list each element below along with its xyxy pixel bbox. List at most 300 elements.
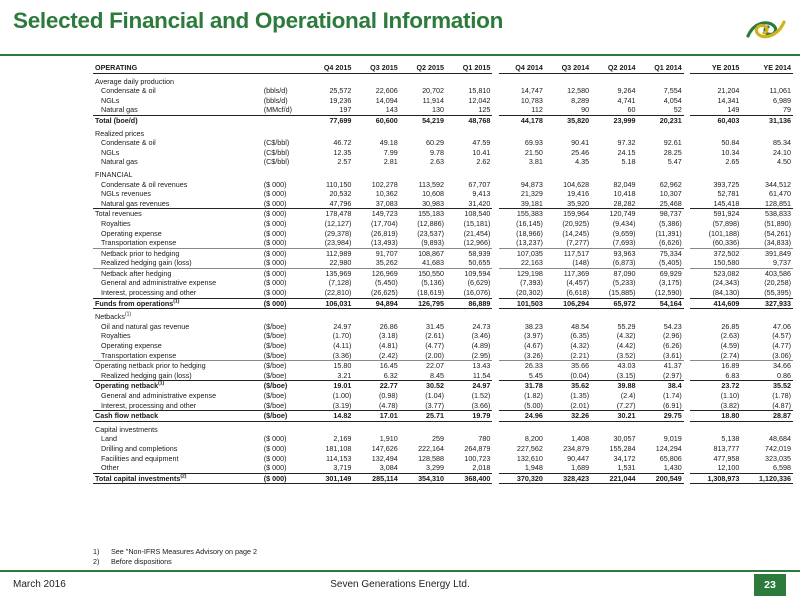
cell-value: (84,130) [712,288,740,298]
row-label-text: Other [101,463,119,473]
cell-value: 62,962 [659,179,682,189]
cell-value: (3.06) [772,350,791,360]
table-row [93,473,793,484]
cell-value [637,73,683,86]
row-label-text: NGLs revenues [101,189,151,199]
table-row [93,401,793,411]
footnote-marker: (2) [180,473,187,480]
cell-value: (57,898) [712,218,740,228]
table-row [93,268,793,278]
row-label-text: Royalties [101,218,131,228]
cell-value: (13,237) [516,238,543,248]
row-label-text: Natural gas [101,157,138,167]
row-label [93,229,258,239]
cell-value: (12,966) [463,238,491,248]
row-label-text: Royalties [101,331,131,341]
cell-value: (1.52) [471,391,491,400]
row-label [93,411,258,422]
table-row [93,298,793,309]
row-label-text: Transportation expense [101,238,177,248]
cell-value: (5.00) [524,400,543,410]
table-row [93,167,793,180]
cell-value: 90 [581,105,590,115]
header-divider [0,54,800,56]
cell-value: 21.50 [524,147,543,157]
cell-value: 2.62 [476,157,491,167]
cell-value: 30.21 [591,411,637,422]
cell-value: 19,416 [567,189,590,199]
cell-value: 86,889 [446,298,492,309]
cell-value: 52,781 [717,189,740,199]
cell-value: 221,044 [591,473,637,484]
cell-value: 8.45 [430,370,445,380]
cell-value: 403,586 [741,268,793,278]
cell-value: 108,867 [400,248,446,258]
cell-value [591,309,637,322]
cell-value: 24.96 [499,411,545,422]
row-label-text: FINANCIAL [95,169,133,179]
cell-value: 60.29 [426,138,445,148]
row-unit: ($/boe) [258,381,307,391]
cell-value: 50.84 [721,138,740,148]
cell-value [499,73,545,86]
table-row [93,73,793,86]
cell-value: 155,284 [609,443,636,453]
cell-value: (2.74) [720,350,740,360]
cell-value: (2.01) [570,400,590,410]
cell-value: (4.57) [772,331,791,341]
cell-value: 98,737 [637,209,683,219]
cell-value: 132,610 [516,453,543,463]
cell-value [446,126,492,139]
cell-value: 10,608 [422,189,445,199]
cell-value: 145,418 [713,198,740,208]
cell-value: (3.15) [616,370,636,380]
cell-value: 21,204 [717,86,740,96]
cell-value [591,421,637,434]
cell-value: 30,983 [422,198,445,208]
cell-value: 34.66 [741,361,793,371]
cell-value [741,421,793,434]
cell-value: 60,600 [353,115,399,125]
cell-value [499,421,545,434]
cell-value: (7.27) [616,400,636,410]
cell-value: (26,819) [370,228,398,238]
row-unit: ($ 000) [258,248,307,258]
cell-value: (6.26) [663,341,682,351]
cell-value: 10,418 [613,189,636,199]
row-label-text: Netback after hedging [101,268,172,278]
cell-value: (2.95) [471,350,491,360]
row-label-text: Natural gas [101,105,138,115]
cell-value: 35,820 [545,115,591,125]
cell-value [353,309,399,322]
cell-value: (29,378) [324,228,352,238]
cell-value: (148) [572,258,590,268]
cell-value: (4.11) [333,341,352,351]
row-label-text: Realized hedging gain (loss) [101,258,192,268]
row-label [93,331,258,341]
cell-value: 90,447 [567,453,590,463]
row-label [93,463,258,473]
column-header: YE 2015 [690,63,741,73]
cell-value: (3,175) [659,278,682,288]
cell-value: 125 [478,105,491,115]
cell-value [446,421,492,434]
cell-value: 1,408 [571,434,590,444]
cell-value: (54,261) [764,228,791,238]
cell-value: 109,594 [446,268,492,278]
cell-value: (6,629) [467,278,491,288]
column-header: Q4 2015 [307,63,353,73]
cell-value: 132,494 [371,453,398,463]
row-unit: (bbls/d) [263,86,288,96]
cell-value [307,126,353,139]
row-label-text: Netbacks [95,312,125,322]
row-unit: ($/boe) [258,361,307,371]
row-unit: ($ 000) [263,258,287,268]
cell-value: 106,294 [545,298,591,309]
cell-value: 155,183 [400,209,446,219]
cell-value: (3.18) [378,331,398,341]
cell-value: 13.43 [446,361,492,371]
cell-value [741,126,793,139]
cell-value: (2.63) [720,331,740,341]
row-label-text: Total revenues [95,209,142,219]
table-row [93,96,793,106]
row-label-text: Condensate & oil [101,86,156,96]
cell-value: (60,336) [712,238,740,248]
cell-value: (6,626) [659,238,682,248]
footnote-marker: (1) [158,381,165,388]
row-label [93,421,258,434]
cell-value [499,126,545,139]
cell-value: 91,707 [353,248,399,258]
cell-value: 591,924 [690,209,741,219]
cell-value: 10,362 [375,189,398,199]
cell-value: (21,454) [463,228,491,238]
row-unit [258,115,307,125]
cell-value: 16.45 [353,361,399,371]
cell-value: 1,948 [524,463,543,473]
row-label [93,278,258,288]
cell-value: 55.29 [617,321,636,331]
row-label [93,258,258,268]
cell-value: 264,879 [464,443,491,453]
row-unit: ($ 000) [263,218,287,228]
cell-value: 149 [727,105,740,115]
row-unit: ($/boe) [263,400,287,410]
cell-value: 39,181 [520,198,543,208]
cell-value: 20,702 [422,86,445,96]
cell-value: (4.77) [425,341,445,351]
table-row [93,148,793,158]
cell-value: 31,420 [468,198,491,208]
cell-value: 5.45 [528,370,543,380]
row-unit: ($ 000) [263,238,287,248]
cell-value: 15.80 [307,361,353,371]
cell-value: 285,114 [353,473,399,484]
row-label-text: Natural gas revenues [101,198,170,208]
cell-value: 393,725 [713,179,740,189]
cell-value: 49.18 [379,138,398,148]
cell-value [690,73,741,86]
cell-value: 112,989 [307,248,353,258]
row-unit: ($ 000) [263,179,287,189]
cell-value: 150,550 [400,268,446,278]
cell-value: 14,094 [375,95,398,105]
cell-value: 20,231 [637,115,683,125]
cell-value: 150,580 [713,258,740,268]
table-row [93,229,793,239]
table-row [93,86,793,96]
table-row [93,421,793,434]
row-label [93,341,258,351]
cell-value: 227,562 [516,443,543,453]
cell-value: 34,172 [613,453,636,463]
cell-value [591,73,637,86]
cell-value [400,73,446,86]
cell-value: 31.78 [499,381,545,391]
row-unit: ($/boe) [263,350,287,360]
cell-value: 107,035 [499,248,545,258]
cell-value: (9,659) [612,228,636,238]
cell-value: 7,554 [663,86,682,96]
cell-value: 101,503 [499,298,545,309]
cell-value: 2,169 [333,434,352,444]
cell-value: 117,369 [545,268,591,278]
cell-value: 23,999 [591,115,637,125]
cell-value [446,167,492,180]
cell-value: 54.23 [663,321,682,331]
cell-value: 38.23 [524,321,543,331]
cell-value: 77,699 [307,115,353,125]
cell-value: 128,851 [765,198,791,208]
cell-value: 24.97 [333,321,352,331]
cell-value: (23,984) [324,238,352,248]
cell-value: (4.67) [524,341,543,351]
cell-value: (3.82) [720,400,740,410]
row-label [93,401,258,411]
cell-value: (14,245) [562,228,590,238]
cell-value: 87,090 [591,268,637,278]
cell-value: (20,258) [764,278,791,288]
row-unit: (C$/bbl) [263,138,290,148]
row-unit: ($ 000) [263,278,287,288]
cell-value: (3.61) [663,350,682,360]
cell-value: (3.46) [471,331,491,341]
cell-value: 10.34 [721,147,740,157]
cell-value: 90.41 [571,138,590,148]
table-row [93,411,793,422]
cell-value: 370,320 [499,473,545,484]
cell-value: 197 [339,105,352,115]
row-label [93,209,258,219]
cell-value: 0.86 [777,370,791,380]
cell-value: 47.06 [773,321,791,331]
cell-value: (4.42) [616,341,636,351]
cell-value: 50,655 [468,258,491,268]
cell-value: 24.73 [472,321,491,331]
cell-value: 97.32 [617,138,636,148]
cell-value: (24,343) [712,278,740,288]
cell-value: 19.01 [307,381,353,391]
cell-value: 47,796 [329,198,352,208]
row-label [93,444,258,454]
cell-value [545,167,591,180]
cell-value: 39.88 [591,381,637,391]
row-unit: ($ 000) [258,473,307,484]
cell-value: 181,108 [325,443,352,453]
cell-value: (7,393) [520,278,543,288]
column-header: Q1 2015 [446,63,492,73]
cell-value: 67,707 [468,179,491,189]
cell-value: (3.66) [471,400,491,410]
cell-value [400,421,446,434]
cell-value: 48,768 [446,115,492,125]
cell-value: 1,120,336 [741,473,793,484]
column-header: Q3 2014 [545,63,591,73]
row-label [93,361,258,371]
cell-value: 813,777 [713,443,740,453]
row-label [93,288,258,298]
row-unit: ($ 000) [263,189,287,199]
cell-value: (18,619) [417,288,445,298]
cell-value: 112 [531,105,543,115]
cell-value: 17.01 [353,411,399,422]
footnote-marker: (1) [173,298,180,305]
column-header: Q1 2014 [637,63,683,73]
row-label-text: Average daily production [95,76,174,86]
cell-value: (3.97) [524,331,543,341]
row-label [93,351,258,361]
cell-value [637,309,683,322]
cell-value [637,126,683,139]
table-row [93,391,793,401]
row-label-text: Land [101,434,117,444]
row-label [93,73,258,86]
cell-value: 14.82 [307,411,353,422]
row-unit [258,167,307,180]
row-unit: ($/boe) [263,391,287,400]
cell-value: (3.36) [332,350,352,360]
cell-value: 22.77 [353,381,399,391]
cell-value: 135,969 [307,268,353,278]
cell-value [353,126,399,139]
row-label [93,86,258,96]
row-label [93,473,258,484]
row-label-text: Cash flow netback [95,411,159,421]
cell-value: 780 [478,434,491,444]
cell-value: 6.83 [725,370,740,380]
cell-value: 19.79 [446,411,492,422]
cell-value: 11.54 [472,370,491,380]
cell-value: (3.19) [332,400,352,410]
cell-value: 6,598 [773,463,791,473]
cell-value: 354,310 [400,473,446,484]
cell-value: (1.00) [332,391,352,400]
page-title: Selected Financial and Operational Information [13,8,504,33]
cell-value: 147,626 [371,443,398,453]
cell-value: (13,493) [370,238,398,248]
cell-value: 130 [432,105,445,115]
row-label-text: General and administrative expense [101,391,217,400]
cell-value: 41.37 [637,361,683,371]
row-label [93,126,258,139]
cell-value: 31.45 [426,321,445,331]
row-unit: ($ 000) [258,298,307,309]
cell-value: (26,625) [370,288,398,298]
cell-value [353,167,399,180]
row-unit: ($/boe) [263,370,287,380]
cell-value: 14,747 [520,86,543,96]
row-label [93,105,258,115]
cell-value: 129,198 [499,268,545,278]
cell-value: 1,910 [379,434,398,444]
column-header: Q4 2014 [499,63,545,73]
cell-value: (20,302) [516,288,543,298]
cell-value [741,167,793,180]
cell-value: 301,149 [307,473,353,484]
cell-value: 38.4 [637,381,683,391]
row-unit: ($/boe) [258,411,307,422]
column-header: Q2 2015 [400,63,446,73]
cell-value: 12,100 [717,463,740,473]
cell-value [545,421,591,434]
cell-value: 29.75 [637,411,683,422]
cell-value: 344,512 [765,179,791,189]
row-unit: (bbls/d) [263,95,288,105]
header-unit [258,63,307,73]
cell-value: 4,054 [663,95,682,105]
cell-value: (7,277) [566,238,590,248]
cell-value: 327,933 [741,298,793,309]
footnotes [93,547,257,567]
cell-value: 3,084 [379,463,398,473]
table-row [93,126,793,139]
cell-value: (5,450) [374,278,398,288]
cell-value: 82,049 [613,179,636,189]
cell-value: 12,042 [468,95,491,105]
row-label-text: Funds from operations [95,298,174,308]
table-row [93,189,793,199]
cell-value: 12,580 [567,86,590,96]
cell-value: 41,683 [422,258,445,268]
cell-value: 10,783 [520,95,543,105]
cell-value [545,126,591,139]
row-label-text: Drilling and completions [101,443,178,453]
row-label-text: Condensate & oil [101,138,156,148]
row-label [93,371,258,381]
cell-value [637,167,683,180]
cell-value: 37,083 [375,198,398,208]
cell-value: 102,278 [371,179,398,189]
cell-value: 24.15 [617,147,636,157]
cell-value: 6,989 [773,95,791,105]
cell-value: 9,737 [773,258,791,268]
cell-value: (22,810) [324,288,352,298]
cell-value: 58,939 [446,248,492,258]
cell-value [446,309,492,322]
row-unit: ($ 000) [263,198,287,208]
footer-date: March 2016 [13,579,66,590]
cell-value: 149,723 [353,209,399,219]
row-label [93,96,258,106]
cell-value: 24.10 [773,147,791,157]
cell-value: 25,468 [659,198,682,208]
cell-value: 25,572 [329,86,352,96]
cell-value: 1,430 [663,463,682,473]
